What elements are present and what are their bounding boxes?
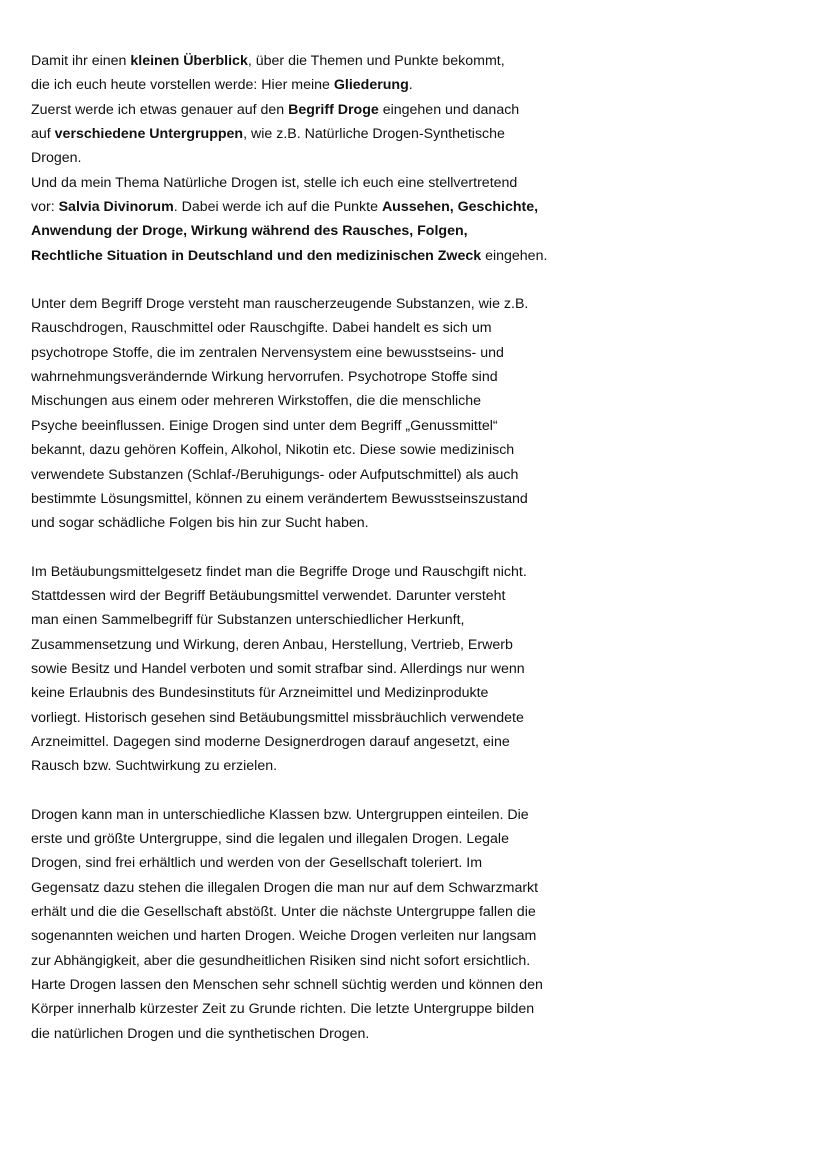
text-run: Harte Drogen lassen den Menschen sehr schnell süchtig werden und können den [31,977,543,994]
text-line [31,316,611,340]
text-run: sogenannten weichen und harten Drogen. Weiche Drogen verleiten nur langsam [31,928,537,945]
text-run: . [408,77,413,94]
text-run: bestimmte Lösungsmittel, können zu einem verändertem Bewusstseinszustand [31,490,528,507]
text-line [31,997,611,1021]
bold-text: Anwendung der Droge, Wirkung während des Rausches, Folgen, [31,223,468,240]
text-line [31,949,611,973]
text-run: eingehen. [481,247,548,264]
text-run: Arzneimittel. Dagegen sind moderne Designerdrogen darauf angesetzt, eine [31,733,510,750]
bold-text: Begriff Droge [288,101,379,118]
text-line [31,122,611,146]
document-page [31,49,611,1070]
paragraph-betaeubungsmittelgesetz [31,560,611,779]
bold-text: Aussehen, Geschichte, [381,199,539,216]
text-run: Im Betäubungsmittelgesetz findet man die Begriffe Droge und Rauschgift nicht. [31,563,527,580]
text-line [31,414,611,438]
text-line [31,560,611,584]
text-run: Zuerst werde ich etwas genauer auf den [31,101,289,118]
text-run: psychotrope Stoffe, die im zentralen Nervensystem eine bewusstseins- und [31,344,504,361]
text-run: Rauschdrogen, Rauschmittel oder Rauschgifte. Dabei handelt es sich um [31,320,492,337]
text-line [31,681,611,705]
text-line [31,244,611,268]
bold-text: verschiedene Untergruppen [54,126,244,143]
text-run: man einen Sammelbegriff für Substanzen unterschiedlicher Herkunft, [31,612,465,629]
text-line [31,730,611,754]
text-line [31,195,611,219]
text-line [31,851,611,875]
text-line [31,463,611,487]
text-run: zur Abhängigkeit, aber die gesundheitlichen Risiken sind nicht sofort ersichtlich. [31,952,531,969]
text-line [31,973,611,997]
paragraph-begriff-droge [31,292,611,535]
text-line [31,73,611,97]
text-line [31,98,611,122]
text-run: Drogen, sind frei erhältlich und werden von der Gesellschaft toleriert. Im [31,855,483,872]
text-line [31,657,611,681]
text-run: sowie Besitz und Handel verboten und somit strafbar sind. Allerdings nur wenn [31,660,525,677]
text-line [31,511,611,535]
text-line [31,219,611,243]
text-line [31,584,611,608]
text-run: Rausch bzw. Suchtwirkung zu erzielen. [31,758,278,775]
text-run: , wie z.B. Natürliche Drogen-Synthetische [243,126,505,143]
text-line [31,706,611,730]
text-run: Gegensatz dazu stehen die illegalen Drogen die man nur auf dem Schwarzmarkt [31,879,539,896]
text-run: Unter dem Begriff Droge versteht man rauscherzeugende Substanzen, wie z.B. [31,296,529,313]
text-run: Mischungen aus einem oder mehreren Wirkstoffen, die die menschliche [31,393,482,410]
text-run: vorliegt. Historisch gesehen sind Betäubungsmittel missbräuchlich verwendete [31,709,524,726]
text-run: Körper innerhalb kürzester Zeit zu Grunde richten. Die letzte Untergruppe bilden [31,1001,535,1018]
text-line [31,924,611,948]
text-line [31,608,611,632]
text-line [31,146,611,170]
bold-text: Rechtliche Situation in Deutschland und den medizinischen Zweck [31,247,482,264]
text-line [31,438,611,462]
text-line [31,49,611,73]
text-run: , über die Themen und Punkte bekommt, [247,53,505,69]
text-run: Stattdessen wird der Begriff Betäubungsmittel verwendet. Darunter versteht [31,587,506,604]
text-line [31,900,611,924]
text-line [31,876,611,900]
text-run: erhält und die die Gesellschaft abstößt. Unter die nächste Untergruppe fallen die [31,904,536,920]
text-run: Psyche beeinflussen. Einige Drogen sind unter dem Begriff „Genussmittel“ [31,417,498,434]
text-run: Zusammensetzung und Wirkung, deren Anbau, Herstellung, Vertrieb, Erwerb [31,636,513,653]
text-line [31,292,611,316]
bold-text: Gliederung [333,77,409,94]
text-run: Damit ihr einen [31,53,131,69]
text-line [31,487,611,511]
text-run: bekannt, dazu gehören Koffein, Alkohol, Nikotin etc. Diese sowie medizinisch [31,442,515,459]
text-run: vor: [31,199,59,216]
text-line [31,633,611,657]
bold-text: Salvia Divinorum [58,199,174,216]
text-line [31,803,611,827]
text-line [31,1022,611,1046]
text-run: die ich euch heute vorstellen werde: Hier meine [31,77,334,94]
text-line [31,754,611,778]
text-line [31,389,611,413]
text-run: Drogen kann man in unterschiedliche Klassen bzw. Untergruppen einteilen. Die [31,806,529,823]
text-run: keine Erlaubnis des Bundesinstituts für Arzneimittel und Medizinprodukte [31,685,489,702]
text-run: erste und größte Untergruppe, sind die legalen und illegalen Drogen. Legale [31,830,509,847]
text-run: auf [31,126,55,143]
text-run: Drogen. [31,150,82,167]
text-run: . Dabei werde ich auf die Punkte [173,199,382,216]
text-run: wahrnehmungsverändernde Wirkung hervorrufen. Psychotrope Stoffe sind [31,369,498,386]
text-line [31,171,611,195]
paragraph-klassen [31,803,611,1046]
text-line [31,365,611,389]
text-run: und sogar schädliche Folgen bis hin zur Sucht haben. [31,515,369,532]
text-line [31,827,611,851]
text-run: eingehen und danach [378,101,520,118]
text-line [31,341,611,365]
text-run: die natürlichen Drogen und die synthetischen Drogen. [31,1025,370,1042]
text-run: verwendete Substanzen (Schlaf-/Beruhigungs- oder Aufputschmittel) als auch [31,466,519,483]
text-run: Und da mein Thema Natürliche Drogen ist, stelle ich euch eine stellvertretend [31,174,518,191]
bold-text: kleinen Überblick [130,53,248,69]
paragraph-intro [31,49,611,268]
